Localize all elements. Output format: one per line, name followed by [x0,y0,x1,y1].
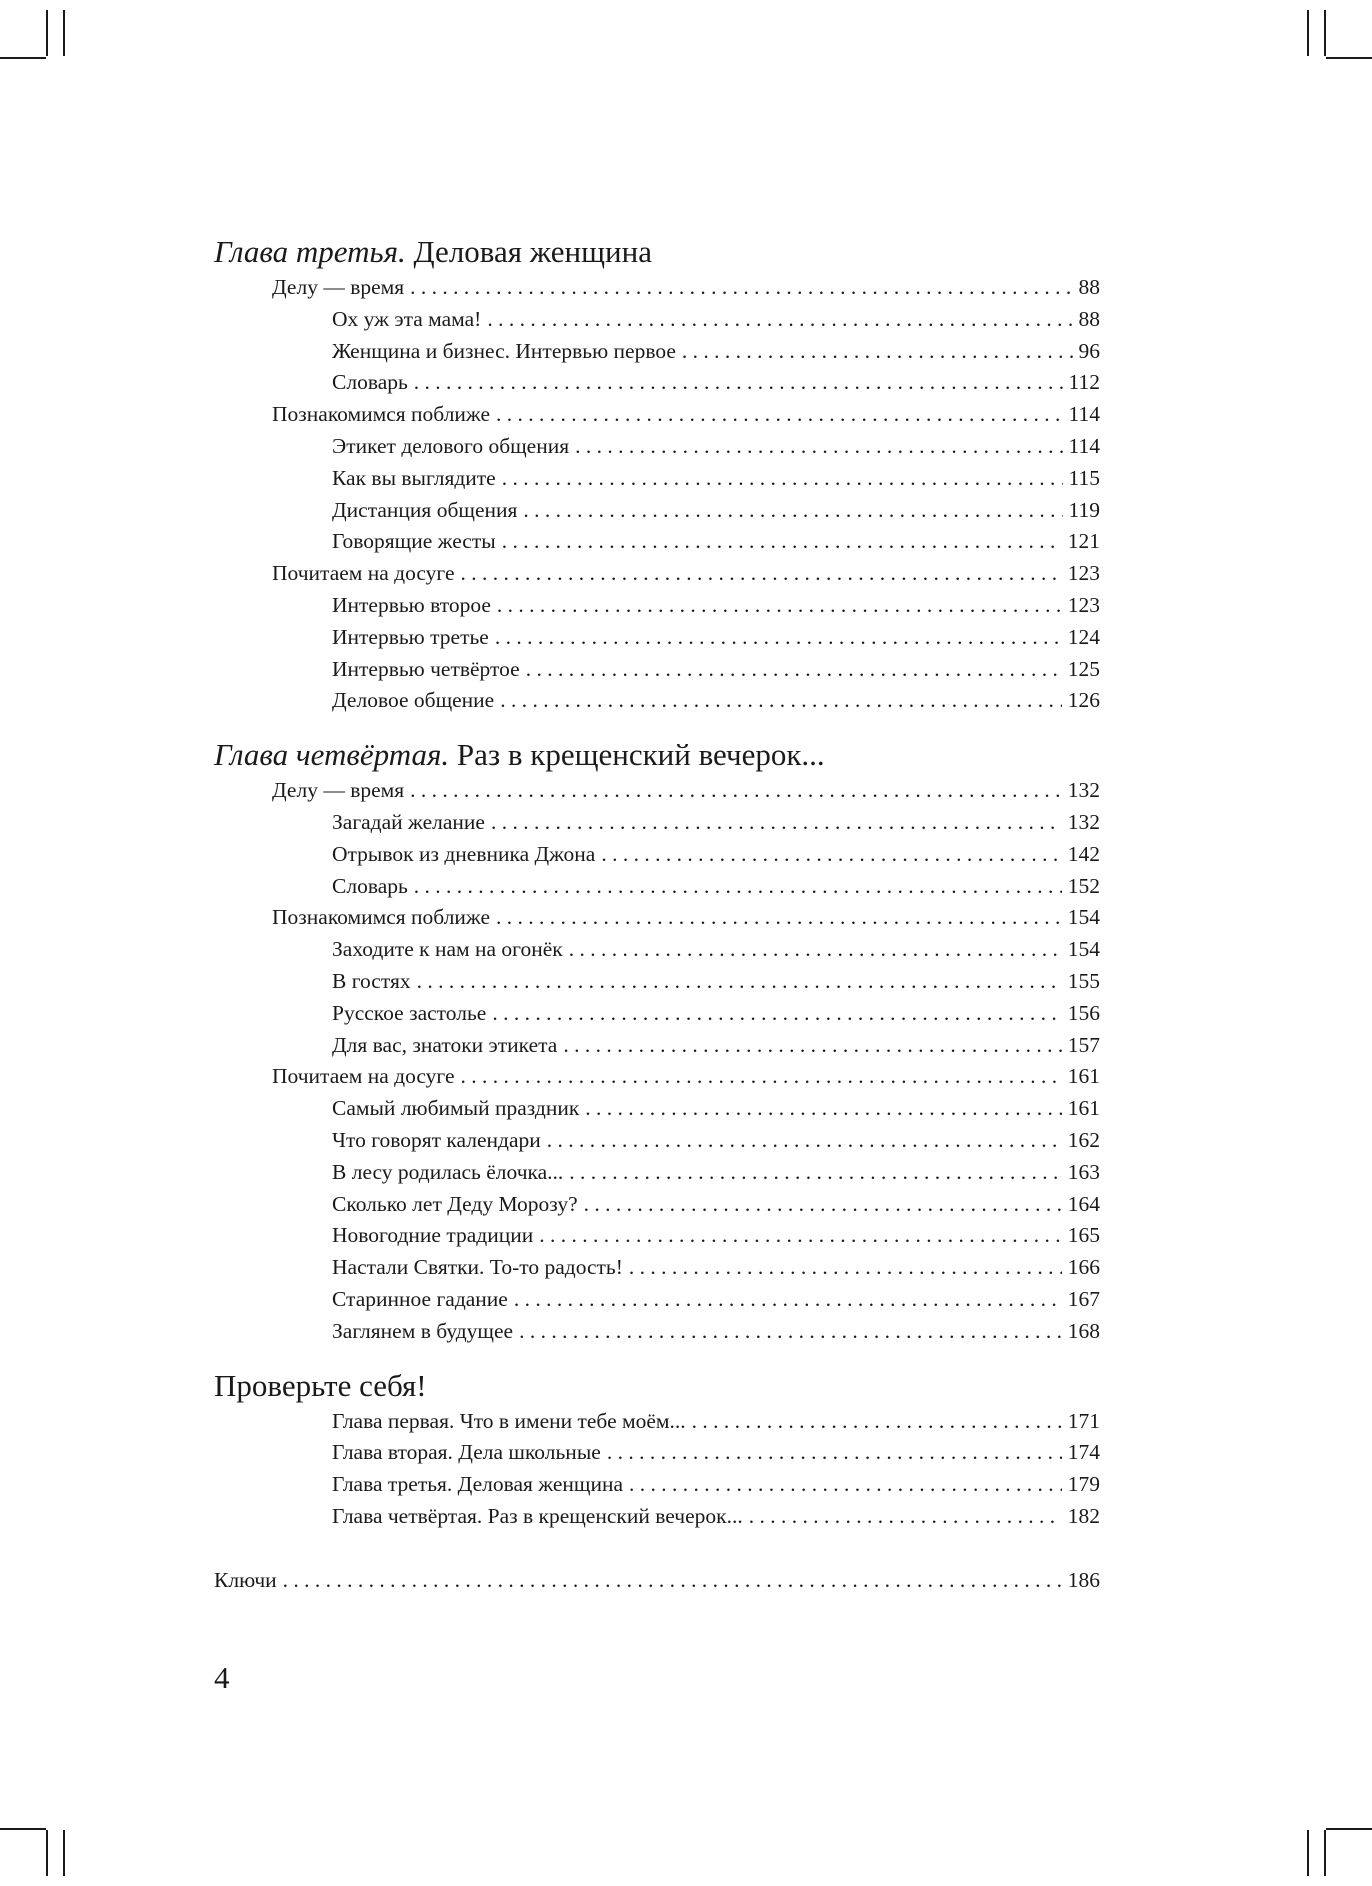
toc-entry[interactable]: Говорящие жесты . . . 121 [214,526,1100,558]
crop-mark [1324,1830,1326,1876]
toc-entry[interactable]: Делу — время . . . 88 [214,272,1100,304]
crop-mark [46,10,48,56]
chapter-four-section [214,735,1100,1347]
toc-entry[interactable]: В лесу родилась ёлочка... . . . 163 [214,1157,1100,1189]
toc-entry[interactable]: Почитаем на досуге . . . 161 [214,1061,1100,1093]
chapter-four-heading [214,735,1100,775]
crop-mark [1307,1830,1309,1876]
review-section [214,1366,1100,1533]
toc-entry[interactable]: Словарь . . . 112 [214,367,1100,399]
toc-entry[interactable]: Ох уж эта мама! . . . 88 [214,304,1100,336]
toc-entry[interactable]: Заглянем в будущее . . . 168 [214,1316,1100,1348]
toc-entry[interactable]: Познакомимся поближе . . . 114 [214,399,1100,431]
toc-entry[interactable]: Этикет делового общения . . . 114 [214,431,1100,463]
chapter-three-heading-title: Деловая женщина [413,234,652,269]
toc-entry[interactable]: Познакомимся поближе . . . 154 [214,902,1100,934]
toc-entry[interactable]: Дистанция общения . . . 119 [214,495,1100,527]
toc-entry[interactable]: Для вас, знатоки этикета . . . 157 [214,1030,1100,1062]
toc-entry[interactable]: Глава третья. Деловая женщина . . . 179 [214,1469,1100,1501]
toc-entry[interactable]: Что говорят календари . . . 162 [214,1125,1100,1157]
toc-entry[interactable]: В гостях . . . 155 [214,966,1100,998]
toc-entry[interactable]: Словарь . . . 152 [214,871,1100,903]
crop-mark [63,1830,65,1876]
toc-entry-keys[interactable]: Ключи . . . 186 [214,1565,1100,1597]
toc-entry[interactable]: Загадай желание . . . 132 [214,807,1100,839]
chapter-four-heading-title: Раз в крещенский вечерок... [456,737,825,773]
toc-entry[interactable]: Русское застолье . . . 156 [214,998,1100,1030]
toc-entry[interactable]: Глава первая. Что в имени тебе моём... . . . 171 [214,1406,1100,1438]
toc-entry[interactable]: Как вы выглядите . . . 115 [214,463,1100,495]
toc-entry[interactable]: Интервью второе . . . 123 [214,590,1100,622]
crop-mark [46,1830,48,1876]
chapter-three-heading [214,232,1100,272]
page-number: 4 [214,1660,230,1695]
crop-mark [0,1828,46,1830]
crop-mark [0,57,46,59]
review-heading: Проверьте себя! [214,1367,427,1403]
chapter-three-section [214,232,1100,717]
toc-entry[interactable]: Самый любимый праздник . . . 161 [214,1093,1100,1125]
toc-entry[interactable]: Делу — время . . . 132 [214,775,1100,807]
table-of-contents [214,232,1100,1596]
toc-entry[interactable]: Глава вторая. Дела школьные . . . 174 [214,1437,1100,1469]
toc-entry[interactable]: Женщина и бизнес. Интервью первое . . . 96 [214,336,1100,368]
toc-entry[interactable]: Деловое общение . . . 126 [214,685,1100,717]
toc-entry[interactable]: Сколько лет Деду Морозу? . . . 164 [214,1189,1100,1221]
toc-entry[interactable]: Новогодние традиции . . . 165 [214,1220,1100,1252]
toc-entry[interactable]: Глава четвёртая. Раз в крещенский вечерок... . . . 182 [214,1501,1100,1533]
crop-mark [1324,10,1326,56]
toc-entry[interactable]: Настали Святки. То-то радость! . . . 166 [214,1252,1100,1284]
crop-mark [63,10,65,56]
chapter-three-heading-italic: Глава третья. [214,234,406,269]
toc-entry[interactable]: Старинное гадание . . . 167 [214,1284,1100,1316]
toc-entry[interactable]: Заходите к нам на огонёк . . . 154 [214,934,1100,966]
crop-mark [1326,1828,1372,1830]
chapter-four-heading-italic: Глава четвёртая. [214,737,450,773]
section-gap [214,717,1100,735]
toc-entry[interactable]: Интервью третье . . . 124 [214,622,1100,654]
section-gap [214,1348,1100,1366]
crop-mark [1307,10,1309,56]
toc-entry[interactable]: Почитаем на досуге . . . 123 [214,558,1100,590]
toc-entry[interactable]: Интервью четвёртое . . . 125 [214,654,1100,686]
crop-mark [1326,57,1372,59]
section-gap [214,1533,1100,1565]
toc-entry[interactable]: Отрывок из дневника Джона . . . 142 [214,839,1100,871]
